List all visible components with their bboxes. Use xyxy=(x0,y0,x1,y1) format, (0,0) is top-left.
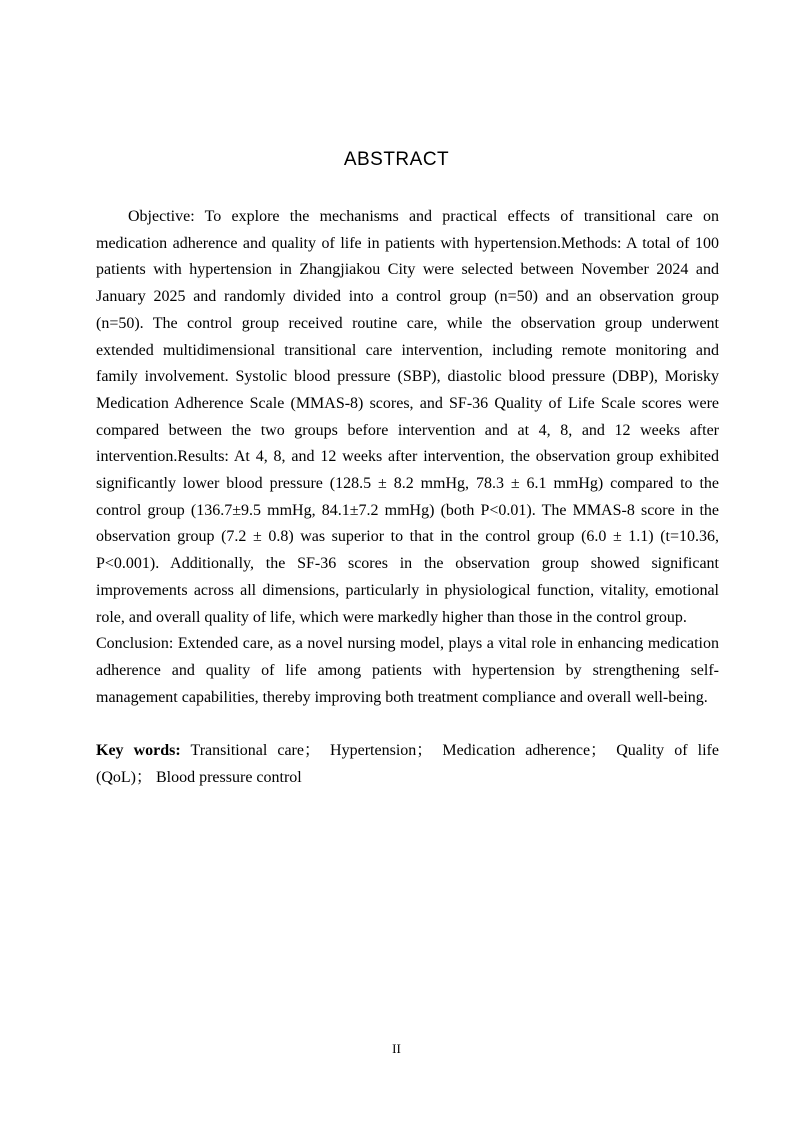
page-number: II xyxy=(392,1041,401,1056)
abstract-paragraph-conclusion: Conclusion: Extended care, as a novel nursing model, plays a vital role in enhancing medication adherence and quality of life among patients with hypertension by strengthening self-management capabilities, thereby improving both treatment compliance and overall well-being. xyxy=(96,635,719,706)
keywords-label: Key words: xyxy=(96,742,181,760)
abstract-paragraph-main: Objective: To explore the mechanisms and practical effects of transitional care on medication adherence and quality of life in patients with hypertension.Methods: A total of 100 patients with hypertension in Zhangjiakou City were selected between November 2024 and January 2025 and randomly divided into a control group (n=50) and an observation group (n=50). The control group received routine care, while the observation group underwent extended multidimensional transitional care intervention, including remote monitoring and family involvement. Systolic blood pressure (SBP), diastolic blood pressure (DBP), Morisky Medication Adherence Scale (MMAS-8) scores, and SF-36 Quality of Life Scale scores were compared between the two groups before intervention and at 4, 8, and 12 weeks after intervention.Results: At 4, 8, and 12 weeks after intervention, the observation group exhibited significantly lower blood pressure (128.5 ± 8.2 mmHg, 78.3 ± 6.1 mmHg) compared to the control group (136.7±9.5 mmHg, 84.1±7.2 mmHg) (both P<0.01). The MMAS-8 score in the observation group (7.2 ± 0.8) was superior to that in the control group (6.0 ± 1.1) (t=10.36, P<0.001). Additionally, the SF-36 scores in the observation group showed significant improvements across all dimensions, particularly in physiological function, vitality, emotional role, and overall quality of life, which were markedly higher than those in the control group. xyxy=(96,208,719,626)
page-title: ABSTRACT xyxy=(343,149,450,170)
keywords-text: Transitional care； Hypertension； Medication adherence； Quality of life (QoL)； Blood pressure control xyxy=(96,742,719,786)
keywords-paragraph xyxy=(96,738,719,791)
abstract-body xyxy=(96,204,719,791)
